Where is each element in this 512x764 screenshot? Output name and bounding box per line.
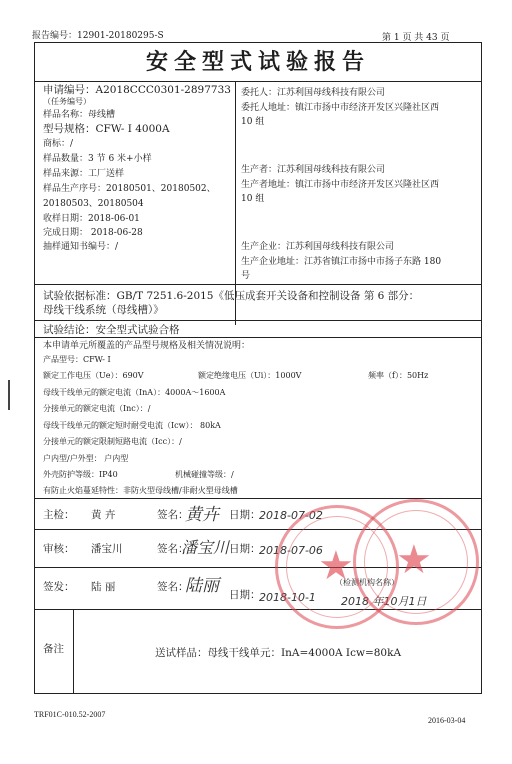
producer: 生产者：江苏利国母线科技有限公司 (241, 165, 386, 175)
application-number: 申请编号：A2018CCC0301-2897733 (43, 84, 231, 96)
test-basis-line-2: 母线干线系统（母线槽）》 (43, 304, 164, 316)
model-spec: 型号规格：CFW- I 4000A (43, 123, 170, 135)
ip-rating: 外壳防护等级：IP40 (43, 470, 118, 479)
producer-address-1: 生产者地址：镇江市扬中市经济开发区兴隆社区西 (241, 180, 440, 190)
short-time-current: 母线干线单元的额定短时耐受电流（Icw）： 80kA (43, 421, 221, 430)
test-conclusion: 试验结论：安全型式试验合格 (43, 324, 180, 336)
reviewer-name: 潘宝川 (91, 543, 123, 555)
seal-star-icon: ★ (396, 537, 432, 583)
serial-numbers-2: 20180503、20180504 (43, 199, 144, 209)
indoor-outdoor: 户内型/户外型： 户内型 (43, 454, 129, 463)
author-signed-label: 签名： (157, 509, 189, 521)
coverage-intro: 本申请单元所覆盖的产品型号规格及相关情况说明： (43, 341, 251, 351)
rated-voltage: 额定工作电压（Ue）：690V (43, 371, 144, 380)
factory-address-2: 号 (241, 271, 251, 281)
test-basis-line-1: 试验依据标准：GB/T 7251.6-2015《低压成套开关设备和控制设备 第 6 部分： (43, 290, 420, 302)
stamp-date: 2018 年10月1日 (341, 595, 427, 608)
report-title: 安全型式试验报告 (145, 49, 370, 75)
producer-address-2: 10 组 (241, 194, 265, 204)
sample-name: 样品名称：母线槽 (43, 110, 116, 120)
remarks-text: 送试样品：母线干线单元：InA=4000A Icw=80kA (155, 647, 402, 659)
sample-source: 样品来源：工厂送样 (43, 169, 125, 179)
approver-date-label: 日期： (229, 589, 261, 601)
insulation-voltage: 额定绝缘电压（Ui）：1000V (198, 371, 302, 380)
page-info: 第 1 页 共 43 页 (382, 33, 450, 43)
author-date: 2018-07-02 (259, 509, 323, 522)
approver-date: 2018-10-1 (259, 591, 316, 604)
fire-property: 有防止火焰蔓延特性：非防火型母线槽/非耐火型母线槽 (43, 486, 238, 495)
branch-current: 分接单元的额定电流（Inc）：/ (43, 404, 151, 413)
author-name: 黄 卉 (91, 509, 116, 521)
impact-rating: 机械碰撞等级：/ (175, 470, 234, 479)
client: 委托人：江苏利国母线科技有限公司 (241, 88, 386, 98)
approver-name: 陆 丽 (91, 581, 116, 593)
factory-address-1: 生产企业地址：江苏省镇江市扬中市扬子东路 180 (241, 257, 442, 267)
author-signature: 黄卉 (185, 505, 219, 525)
inspection-seal-right (353, 499, 479, 625)
serial-numbers-1: 样品生产序号：20180501、20180502、 (43, 184, 216, 194)
client-address-2: 10 组 (241, 117, 265, 127)
task-number: （任务编号） (43, 97, 91, 106)
remarks-label: 备注 (43, 643, 64, 655)
report-frame (34, 42, 482, 694)
footer-date: 2016-03-04 (428, 716, 466, 725)
author-date-label: 日期： (229, 509, 261, 521)
branch-limit-current: 分接单元的额定限制短路电流（Icc）：/ (43, 437, 182, 446)
approver-label: 签发： (43, 581, 75, 593)
approver-signed-label: 签名： (157, 581, 189, 593)
notice-number: 抽样通知书编号：/ (43, 242, 119, 252)
report-number: 报告编号：12901-20180295-S (32, 31, 164, 41)
reviewer-signed-label: 签名： (157, 543, 189, 555)
reviewer-date-label: 日期： (229, 543, 261, 555)
approver-signature: 陆丽 (185, 576, 219, 596)
brand: 商标：/ (43, 139, 74, 149)
margin-mark (8, 380, 10, 410)
reviewer-label: 审核： (43, 543, 75, 555)
complete-date: 完成日期： 2018-06-28 (43, 228, 143, 238)
receive-date: 收样日期：2018-06-01 (43, 214, 140, 224)
product-model: 产品型号：CFW- I (43, 355, 111, 364)
reviewer-date: 2018-07-06 (259, 544, 323, 557)
agency-stamp-label: （检测机构名称） (335, 578, 399, 587)
form-number: TRF01C-010.52-2007 (34, 710, 106, 719)
seal-star-icon: ★ (318, 543, 354, 589)
sample-quantity: 样品数量：3 节 6 米+小样 (43, 154, 152, 164)
reviewer-signature: 潘宝川 (181, 538, 230, 557)
author-label: 主检： (43, 509, 75, 521)
frequency: 频率（f）：50Hz (368, 371, 429, 380)
client-address-1: 委托人地址：镇江市扬中市经济开发区兴隆社区西 (241, 103, 440, 113)
rated-current: 母线干线单元的额定电流（InA）：4000A～1600A (43, 388, 226, 397)
factory: 生产企业：江苏利国母线科技有限公司 (241, 242, 395, 252)
